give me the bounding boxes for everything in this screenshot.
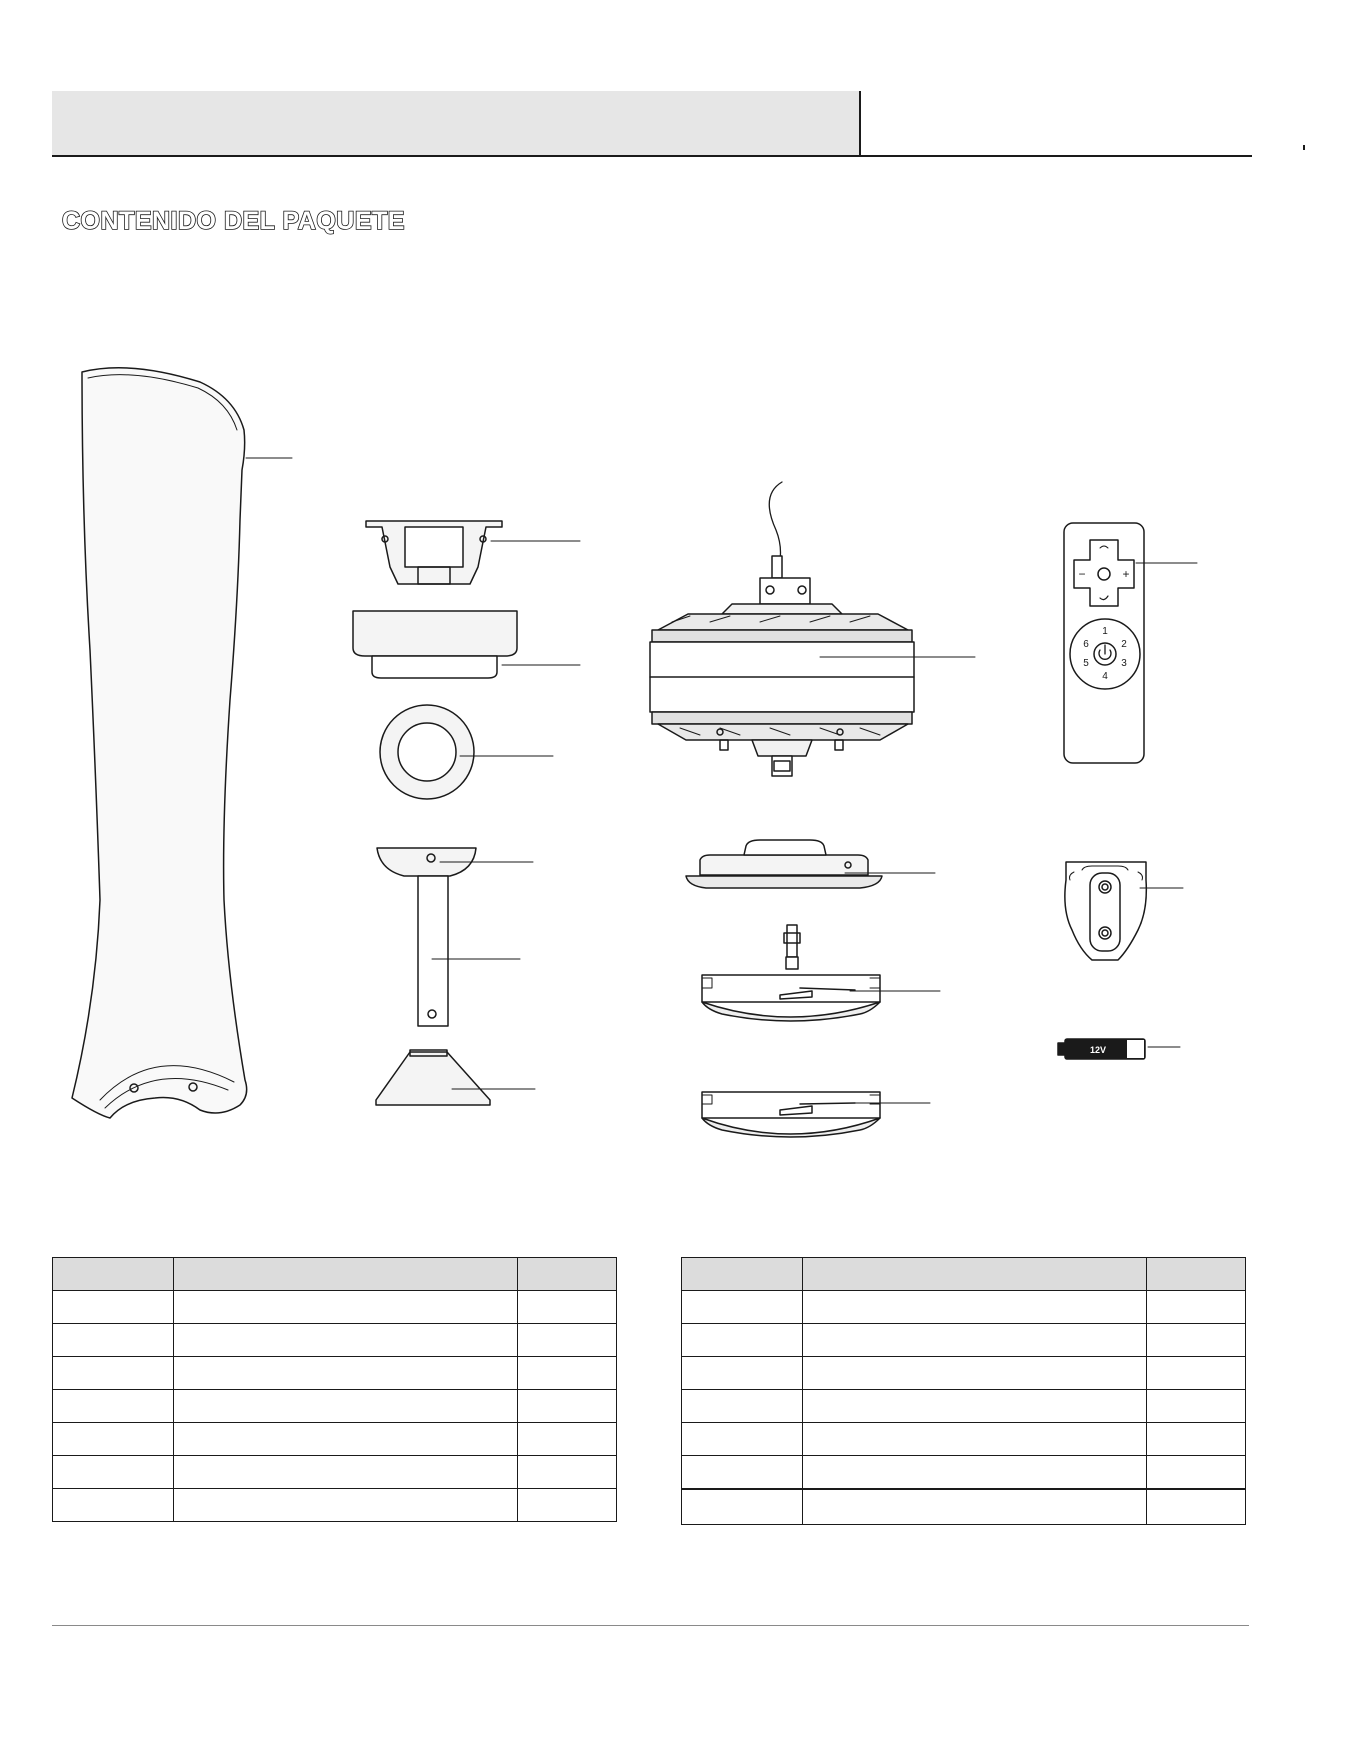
header-divider [859,91,861,157]
motor-assembly-drawing [650,482,914,776]
table-cell [802,1324,1147,1357]
table-cell [173,1456,518,1489]
battery-voltage-label: 12V [1089,1045,1107,1055]
header-cell-part [53,1258,174,1291]
remote-control-drawing [1064,523,1144,763]
table-cell [1147,1423,1246,1456]
table-cell [518,1423,617,1456]
table-cell [53,1324,174,1357]
table-cell [682,1423,803,1456]
fan-blade-drawing [72,368,247,1118]
light-kit-drawing [702,925,880,1021]
remote-speed-3-label: 3 [1121,658,1127,669]
remote-speed-4-label: 4 [1102,671,1108,682]
table-cell [173,1390,518,1423]
table-row [53,1324,617,1357]
table-cell [802,1456,1147,1490]
header-cell-part [682,1258,803,1291]
table-header-row [53,1258,617,1291]
table-cell [802,1390,1147,1423]
table-cell [1147,1456,1246,1490]
table-cell [1147,1390,1246,1423]
table-row [682,1423,1246,1456]
section-title: CONTENIDO DEL PAQUETE [62,207,405,235]
table-cell [1147,1357,1246,1390]
table-cell [173,1423,518,1456]
table-row [682,1357,1246,1390]
table-cell [682,1324,803,1357]
header-cell-quantity [518,1258,617,1291]
table-cell [802,1489,1147,1525]
parts-table-left [52,1257,617,1522]
remote-speed-1-label: 1 [1102,626,1108,637]
mounting-bracket-drawing [366,521,502,584]
edge-mark [1303,145,1305,150]
package-contents-illustration [0,340,1361,1160]
table-cell [173,1489,518,1522]
remote-plus-label: + [1122,567,1130,581]
table-cell [518,1456,617,1489]
header-cell-quantity [1147,1258,1246,1291]
parts-table-right [681,1257,1246,1525]
downrod-cover-drawing [376,1050,490,1105]
table-cell [53,1390,174,1423]
table-cell [802,1357,1147,1390]
table-cell [518,1390,617,1423]
table-cell [682,1456,803,1490]
table-cell [518,1291,617,1324]
header-bar [52,91,860,155]
table-cell [53,1357,174,1390]
table-cell [518,1489,617,1522]
header-cell-description [802,1258,1147,1291]
footer-rule [52,1625,1249,1626]
table-cell [53,1291,174,1324]
battery-drawing [1058,1039,1145,1059]
table-row [53,1357,617,1390]
table-cell [1147,1291,1246,1324]
table-cell [173,1291,518,1324]
table-cell [682,1489,803,1525]
table-cell [53,1456,174,1489]
table-row [53,1423,617,1456]
light-cover-drawing [702,1092,880,1137]
table-row [53,1291,617,1324]
table-row [682,1324,1246,1357]
table-cell [53,1423,174,1456]
canopy-cover-ring-drawing [380,705,474,799]
table-row [682,1390,1246,1423]
table-cell [682,1291,803,1324]
table-row [53,1456,617,1489]
table-cell [173,1324,518,1357]
table-cell [802,1423,1147,1456]
switch-housing-drawing [686,840,882,888]
table-cell [1147,1324,1246,1357]
table-row [682,1291,1246,1324]
remote-speed-5-label: 5 [1083,658,1089,669]
remote-speed-6-label: 6 [1083,639,1089,650]
table-cell [1147,1489,1246,1525]
table-cell [682,1357,803,1390]
table-cell [682,1390,803,1423]
table-row [53,1390,617,1423]
remote-speed-2-label: 2 [1121,639,1127,650]
canopy-drawing [353,611,517,678]
header-rule [52,155,1252,157]
table-header-row [682,1258,1246,1291]
table-cell [173,1357,518,1390]
remote-holder-drawing [1065,862,1146,960]
table-cell [53,1489,174,1522]
header-cell-description [173,1258,518,1291]
table-cell [518,1357,617,1390]
table-row [682,1456,1246,1490]
downrod-drawing [377,848,476,1026]
table-row [682,1489,1246,1525]
table-cell [802,1291,1147,1324]
table-row [53,1489,617,1522]
remote-minus-label: − [1078,567,1086,581]
table-cell [518,1324,617,1357]
